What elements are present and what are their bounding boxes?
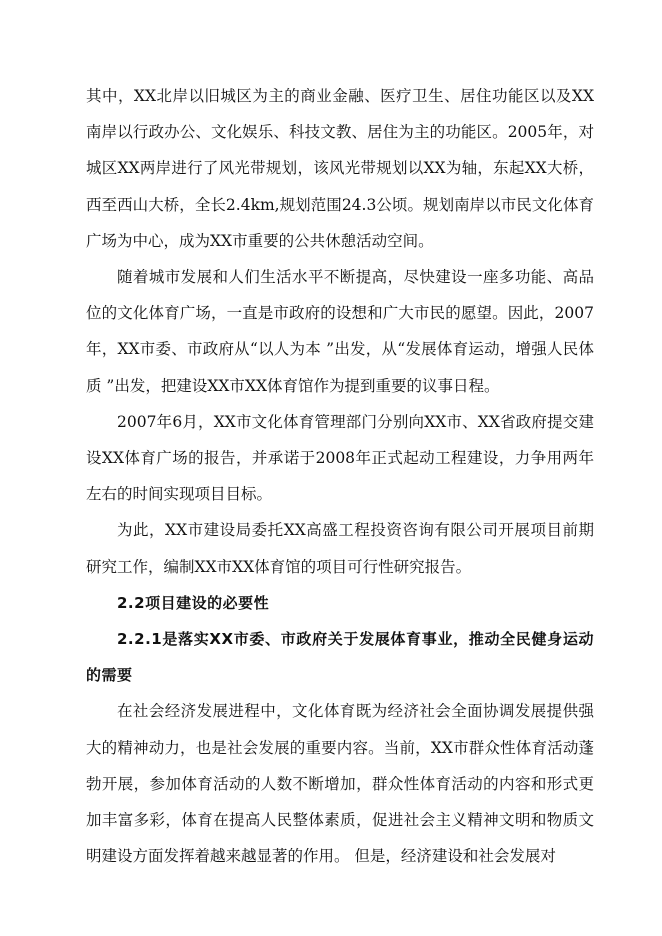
paragraph-culture-sports: 在社会经济发展进程中，文化体育既为经济社会全面协调发展提供强大的精神动力，也是社会发展的重要内容。当前，XX市群众性体育活动蓬勃开展，参加体育活动的人数不断增加，群众性体育活动的内容和形式更加丰富多彩，体育在提高人民整体素质，促进社会主义精神文明和物质文明建设方面发挥着越来越显著的作用。 但是，经济建设和社会发展对	[86, 702, 594, 866]
paragraph-city-development: 随着城市发展和人们生活水平不断提高，尽快建设一座多功能、高品位的文化体育广场，一直是市政府的设想和广大市民的愿望。因此，2007年，XX市委、市政府从“以人为本 ”出发，从“发展体育运动，增强人民体质 ”出发，把建设XX市XX体育馆作为提到重要的议事日程。	[86, 268, 594, 395]
paragraph-feasibility-study: 为此，XX市建设局委托XX高盛工程投资咨询有限公司开展项目前期研究工作，编制XX市XX体育馆的项目可行性研究报告。	[86, 521, 594, 576]
section-heading-necessity: 2.2项目建设的必要性	[117, 593, 270, 612]
paragraph-june-2007-report: 2007年6月，XX市文化体育管理部门分别向XX市、XX省政府提交建设XX体育广场的报告，并承诺于2008年正式起动工程建设，力争用两年左右的时间实现项目目标。	[86, 412, 594, 504]
paragraph-urban-districts: 其中，XX北岸以旧城区为主的商业金融、医疗卫生、居住功能区以及XX南岸以行政办公、文化娱乐、科技文教、居住为主的功能区。2005年，对城区XX两岸进行了风光带规划，该风光带规划以XX为轴，东起XX大桥，西至西山大桥，全长2.4km,规划范围24.3公顷。规划南岸以市民文化体育广场为中心，成为XX市重要的公共休憩活动空间。	[86, 87, 594, 250]
document-body	[86, 78, 594, 874]
subsection-heading-2-2-1: 2.2.1是落实XX市委、市政府关于发展体育事业，推动全民健身运动的需要	[86, 630, 594, 685]
